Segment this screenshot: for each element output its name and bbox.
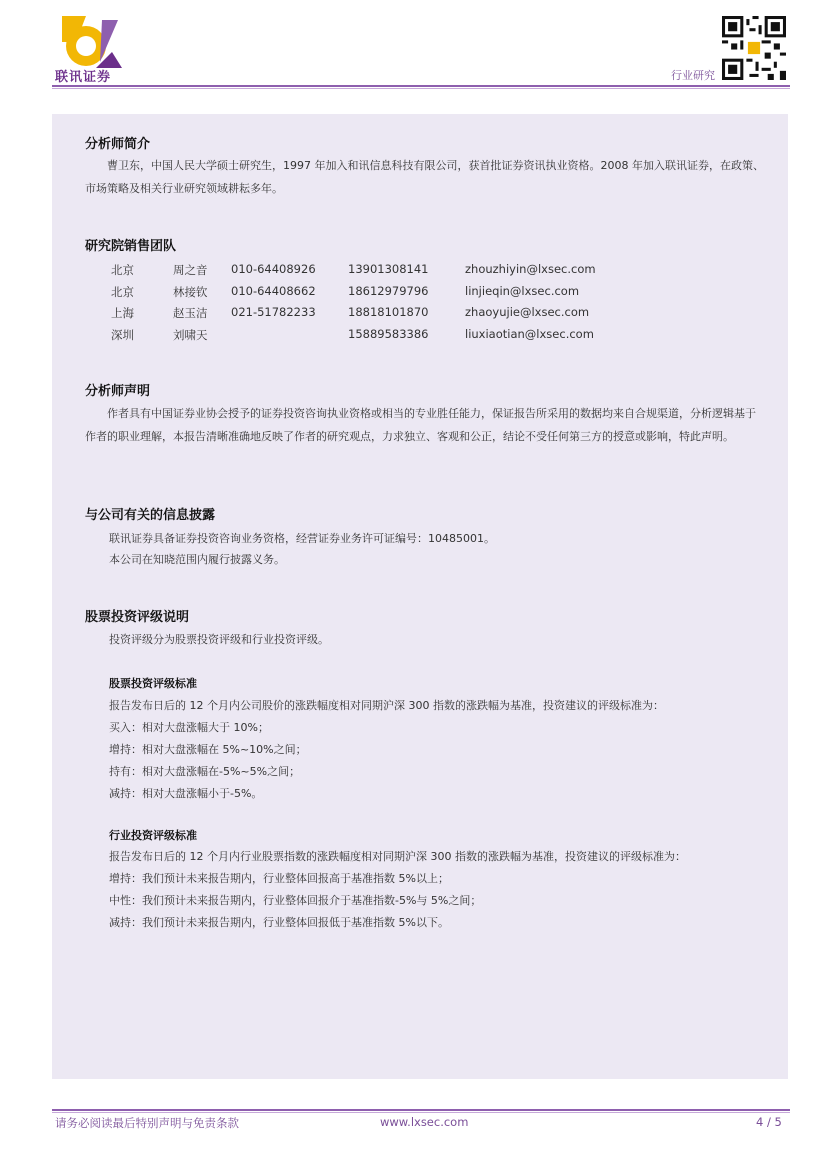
report-type-label: 行业研究 bbox=[671, 69, 715, 82]
header-divider bbox=[52, 85, 790, 87]
industry-rating-line: 减持：我们预计未来报告期内，行业整体回报低于基准指数 5%以下。 bbox=[109, 916, 449, 929]
team-mobile: 15889583386 bbox=[348, 327, 429, 341]
team-name: 林接钦 bbox=[173, 285, 208, 299]
stock-rating-line: 买入：相对大盘涨幅大于 10%； bbox=[109, 721, 269, 734]
stock-rating-line: 减持：相对大盘涨幅小于-5%。 bbox=[109, 787, 263, 800]
subtitle-industry-rating: 行业投资评级标准 bbox=[109, 829, 197, 842]
section-title-analyst-statement: 分析师声明 bbox=[85, 384, 151, 399]
section-title-disclosure: 与公司有关的信息披露 bbox=[85, 508, 216, 523]
industry-rating-line: 中性：我们预计未来报告期内，行业整体回报介于基准指数-5%与 5%之间； bbox=[109, 894, 482, 907]
industry-rating-line: 报告发布日后的 12 个月内行业股票指数的涨跌幅度相对同期沪深 300 指数的涨跌幅为基准，投资建议的评级标准为： bbox=[109, 850, 686, 863]
team-phone: 010-64408926 bbox=[231, 262, 316, 276]
footer-divider bbox=[52, 1109, 790, 1111]
team-mobile: 13901308141 bbox=[348, 262, 429, 276]
team-phone: 021-51782233 bbox=[231, 305, 316, 319]
team-name: 刘啸天 bbox=[173, 328, 208, 342]
stock-rating-line: 报告发布日后的 12 个月内公司股价的涨跌幅度相对同期沪深 300 指数的涨跌幅为基准，投资建议的评级标准为： bbox=[109, 699, 664, 712]
team-phone: 010-64408662 bbox=[231, 284, 316, 298]
page-header bbox=[0, 0, 827, 92]
team-name: 赵玉洁 bbox=[173, 306, 208, 320]
stock-rating-line: 增持：相对大盘涨幅在 5%~10%之间； bbox=[109, 743, 307, 756]
team-city: 上海 bbox=[111, 306, 134, 320]
team-city: 深圳 bbox=[111, 328, 134, 342]
team-city: 北京 bbox=[111, 263, 134, 277]
analyst-statement-text: 作者具有中国证券业协会授予的证券投资咨询执业资格或相当的专业胜任能力，保证报告所采用的数据均来自合规渠道，分析逻辑基于作者的职业理解，本报告清晰准确地反映了作者的研究观点，力求独立、客观和公正，结论不受任何第三方的授意或影响，特此声明。 bbox=[85, 407, 756, 443]
footer-disclaimer-notice: 请务必阅读最后特别声明与免责条款 bbox=[55, 1116, 239, 1130]
logo-text: 联讯证券 bbox=[55, 70, 112, 85]
content-panel bbox=[52, 114, 788, 1079]
stock-rating-line: 持有：相对大盘涨幅在-5%~5%之间； bbox=[109, 765, 301, 778]
page-number: 4 / 5 bbox=[756, 1115, 782, 1129]
team-name: 周之音 bbox=[173, 263, 208, 277]
footer-divider-thin bbox=[52, 1112, 790, 1113]
footer-website-link[interactable]: www.lxsec.com bbox=[380, 1115, 469, 1129]
subtitle-stock-rating: 股票投资评级标准 bbox=[109, 677, 197, 690]
qr-code-icon bbox=[722, 16, 786, 80]
industry-rating-line: 增持：我们预计未来报告期内，行业整体回报高于基准指数 5%以上； bbox=[109, 872, 449, 885]
section-title-sales-team: 研究院销售团队 bbox=[85, 239, 177, 254]
team-email[interactable]: zhouzhiyin@lxsec.com bbox=[465, 262, 596, 276]
team-email[interactable]: zhaoyujie@lxsec.com bbox=[465, 305, 590, 319]
team-mobile: 18818101870 bbox=[348, 305, 429, 319]
rating-intro: 投资评级分为股票投资评级和行业投资评级。 bbox=[109, 633, 329, 646]
team-email[interactable]: liuxiaotian@lxsec.com bbox=[465, 327, 594, 341]
section-title-rating: 股票投资评级说明 bbox=[85, 610, 190, 625]
team-city: 北京 bbox=[111, 285, 134, 299]
team-email[interactable]: linjieqin@lxsec.com bbox=[465, 284, 580, 298]
section-title-analyst-intro: 分析师简介 bbox=[85, 137, 151, 152]
disclosure-line: 本公司在知晓范围内履行披露义务。 bbox=[109, 553, 285, 566]
team-mobile: 18612979796 bbox=[348, 284, 429, 298]
header-divider-thin bbox=[52, 88, 790, 89]
analyst-intro-text: 曹卫东，中国人民大学硕士研究生，1997 年加入和讯信息科技有限公司，获首批证券资讯执业资格。2008 年加入联讯证券，在政策、市场策略及相关行业研究领域耕耘多年。 bbox=[85, 159, 764, 195]
disclosure-line: 联讯证券具备证券投资咨询业务资格，经营证券业务许可证编号：10485001。 bbox=[109, 532, 495, 545]
company-logo bbox=[56, 12, 126, 74]
